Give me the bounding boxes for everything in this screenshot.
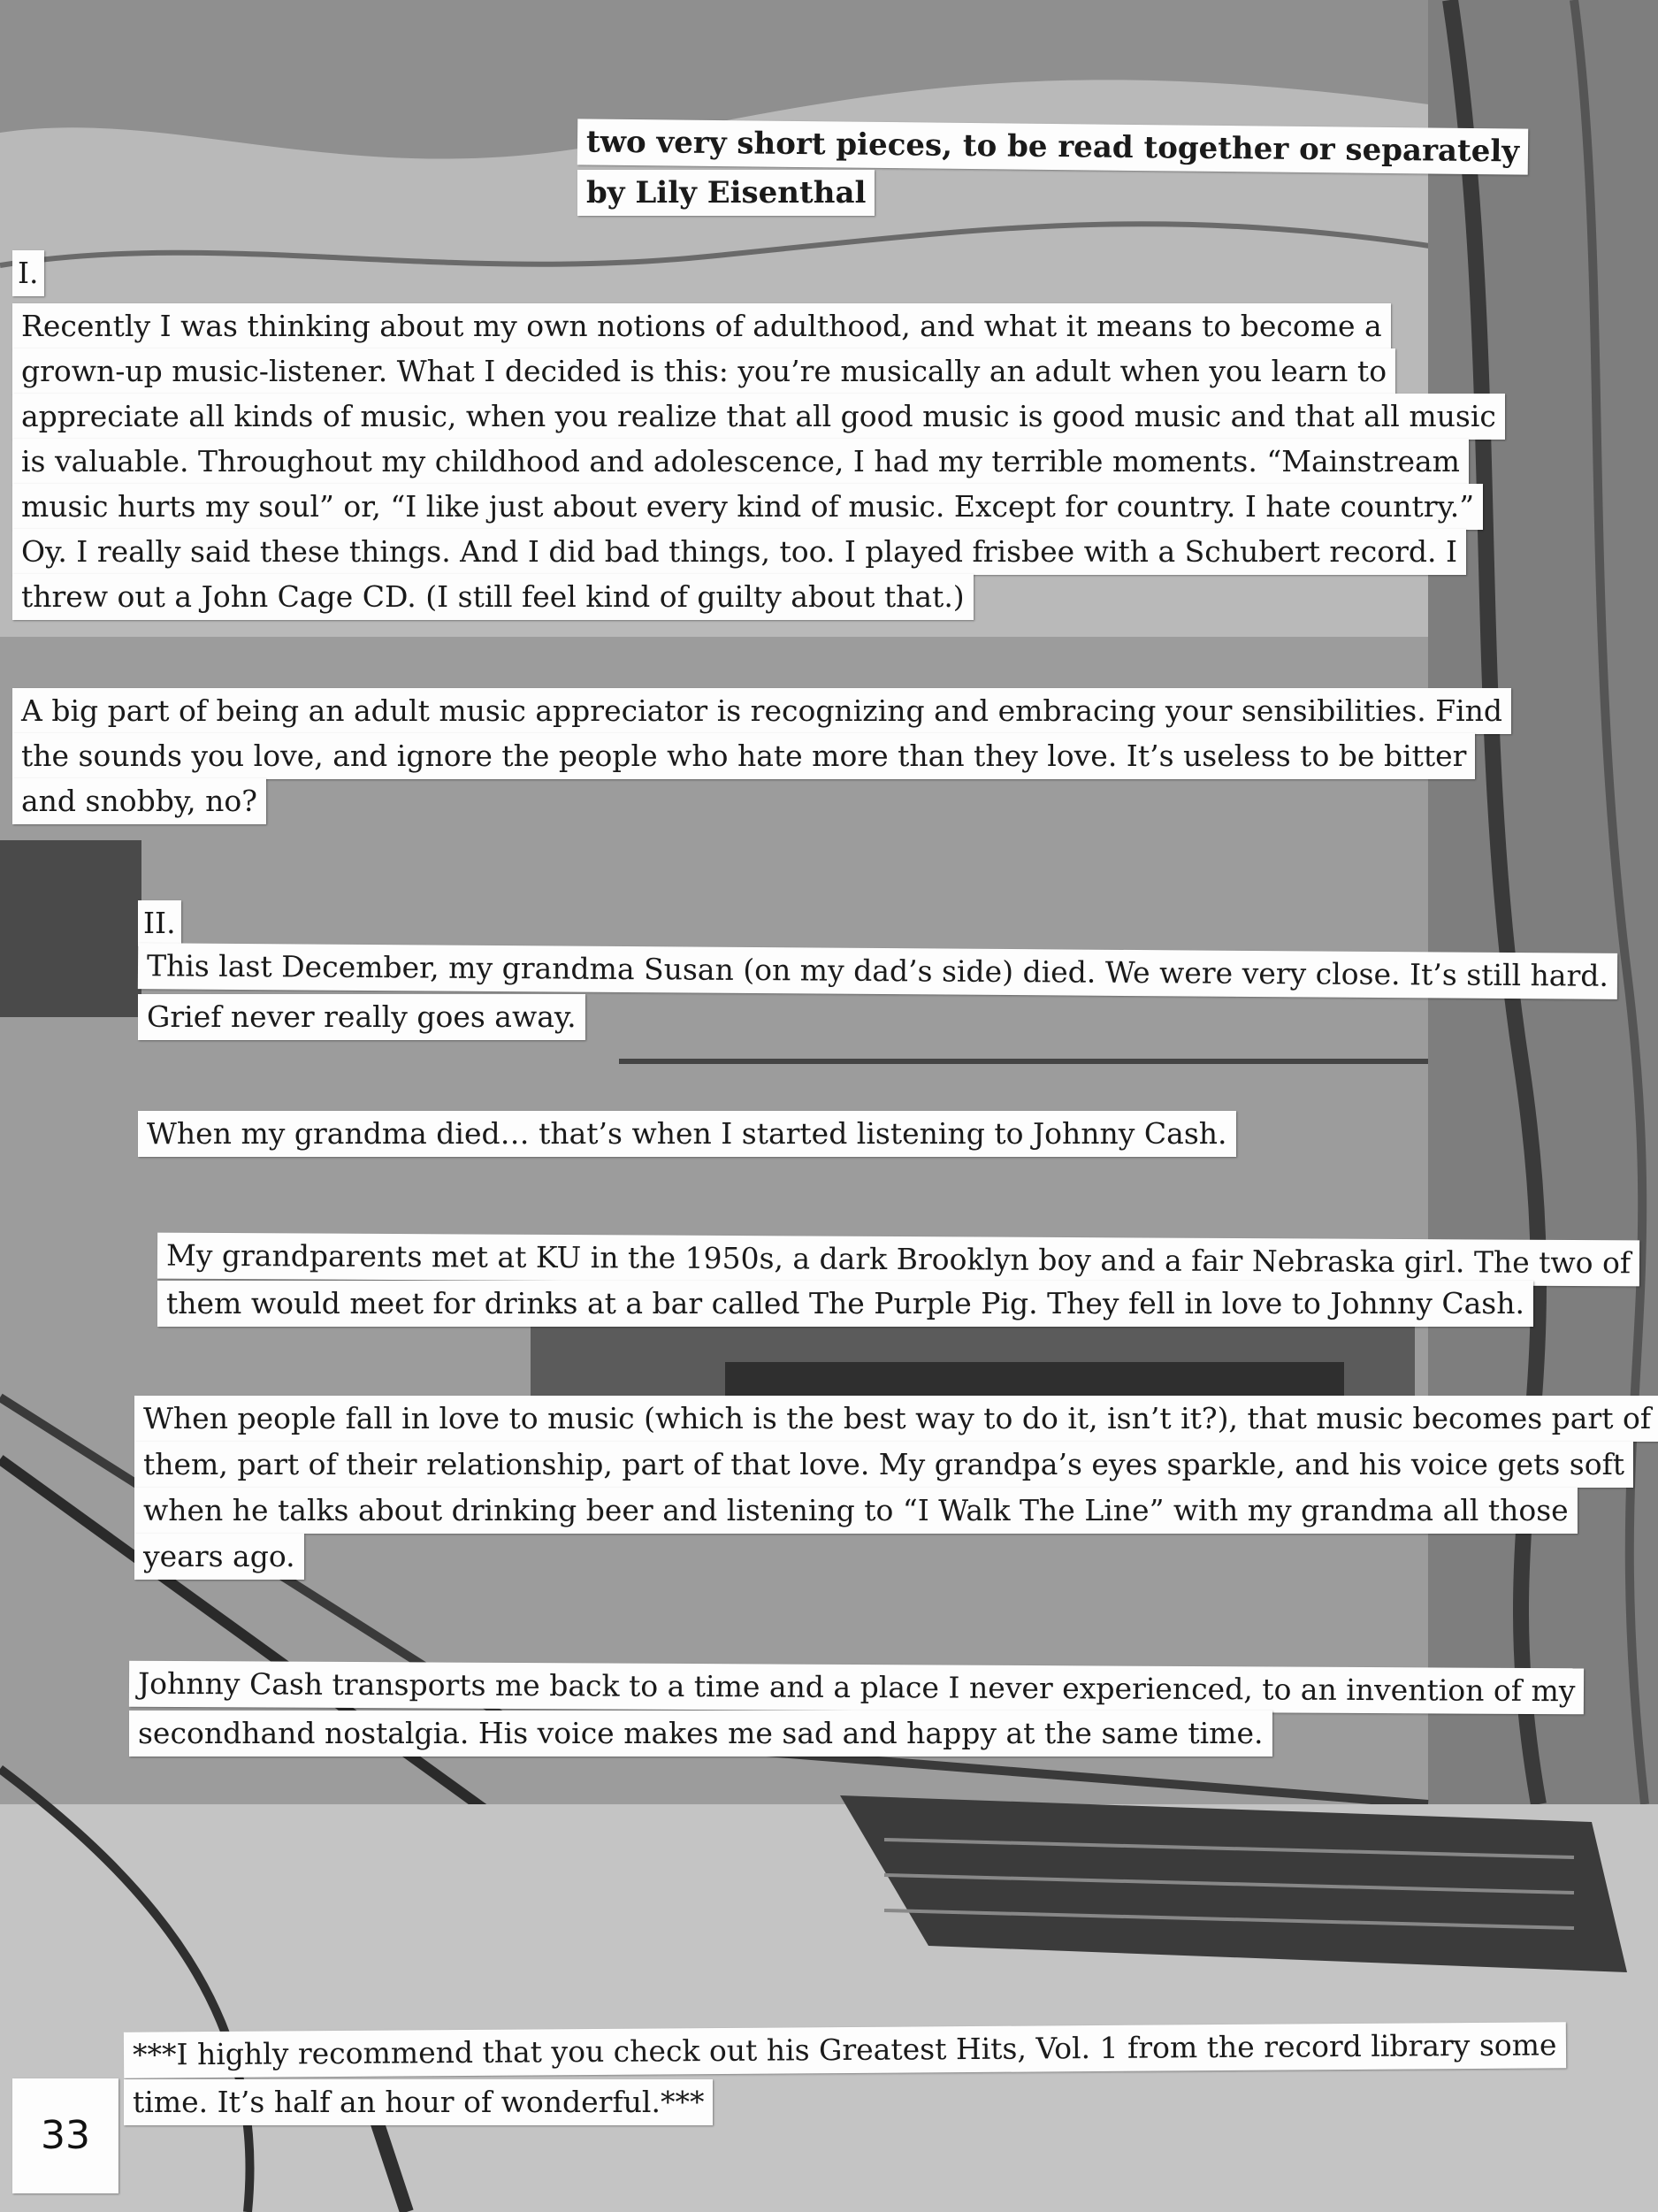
paragraph-line: the sounds you love, and ignore the people who hate more than they love. It’s useless to be bitter (12, 733, 1475, 779)
paragraph-line: them, part of their relationship, part of that love. My grandpa’s eyes sparkle, and his voice gets soft (134, 1442, 1633, 1488)
footnote-line: time. It’s half an hour of wonderful.*** (124, 2079, 713, 2125)
paragraph-line: Johnny Cash transports me back to a time and a place I never experienced, to an invention of my (129, 1661, 1585, 1715)
page-number: 33 (12, 2078, 118, 2193)
paragraph-line: This last December, my grandma Susan (on my dad’s side) died. We were very close. It’s still hard. (138, 943, 1617, 999)
paragraph-line: Oy. I really said these things. And I did bad things, too. I played frisbee with a Schubert record. I (12, 529, 1466, 575)
paragraph-line: A big part of being an adult music appreciator is recognizing and embracing your sensibilities. Find (12, 688, 1511, 734)
paragraph-line: appreciate all kinds of music, when you realize that all good music is good music and that all music (12, 394, 1505, 440)
paragraph-line: when he talks about drinking beer and listening to “I Walk The Line” with my grandma all those (134, 1488, 1578, 1534)
paragraph-line: is valuable. Throughout my childhood and adolescence, I had my terrible moments. “Mainstream (12, 439, 1469, 485)
paragraph-line: years ago. (134, 1534, 304, 1580)
paragraph-line: and snobby, no? (12, 778, 266, 824)
title-line: two very short pieces, to be read together or separately (577, 119, 1529, 174)
paragraph-line: secondhand nostalgia. His voice makes me sad and happy at the same time. (129, 1711, 1272, 1757)
section-heading-ii: II. (138, 900, 181, 946)
byline: by Lily Eisenthal (577, 170, 875, 216)
paragraph-line: grown-up music-listener. What I decided is this: you’re musically an adult when you learn to (12, 348, 1395, 394)
footnote-line: ***I highly recommend that you check out his Greatest Hits, Vol. 1 from the record library some (124, 2022, 1566, 2078)
section-heading-i: I. (12, 250, 44, 296)
paragraph-line: Grief never really goes away. (138, 994, 585, 1040)
paragraph-line: When my grandma died… that’s when I started listening to Johnny Cash. (138, 1111, 1236, 1157)
paragraph-line: Recently I was thinking about my own notions of adulthood, and what it means to become a (12, 303, 1391, 349)
paragraph-line: When people fall in love to music (which is the best way to do it, isn’t it?), that music becomes part of (134, 1396, 1658, 1442)
paragraph-line: threw out a John Cage CD. (I still feel kind of guilty about that.) (12, 574, 974, 620)
paragraph-line: music hurts my soul” or, “I like just about every kind of music. Except for country. I hate country.” (12, 484, 1483, 530)
paragraph-line: them would meet for drinks at a bar called The Purple Pig. They fell in love to Johnny Cash. (157, 1281, 1533, 1327)
paragraph-line: My grandparents met at KU in the 1950s, a dark Brooklyn boy and a fair Nebraska girl. The two of (157, 1233, 1639, 1287)
